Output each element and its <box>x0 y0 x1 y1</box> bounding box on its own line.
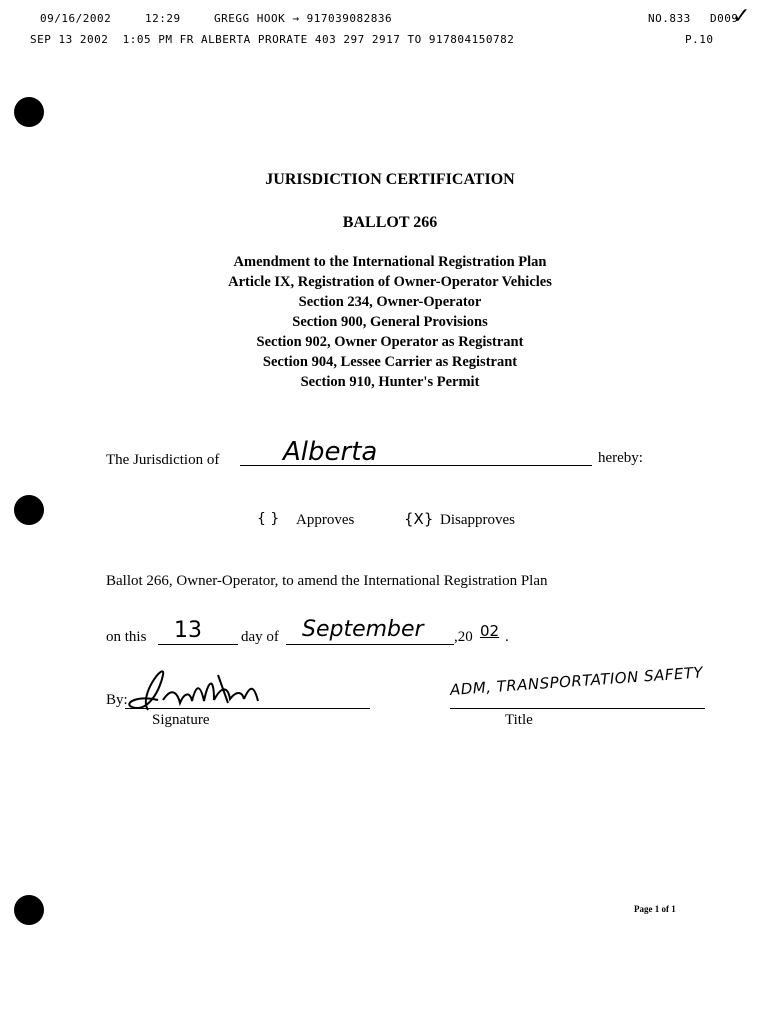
month-handwritten: September <box>302 617 424 642</box>
jurisdiction-handwritten: Alberta <box>283 437 378 467</box>
year-handwritten: 02 <box>480 622 500 640</box>
page-footer: Page 1 of 1 <box>634 904 676 914</box>
ballot-number: BALLOT 266 <box>342 214 438 231</box>
fax-transmission-info: SEP 13 2002 1:05 PM FR ALBERTA PRORATE 403 297 2917 TO 917804150782 <box>30 33 515 46</box>
title-handwritten: ADM, TRANSPORTATION SAFETY <box>449 663 704 699</box>
year-prefix: ,20 <box>454 629 473 645</box>
fax-time: 12:29 <box>145 12 181 25</box>
ballot-statement: Ballot 266, Owner-Operator, to amend the International Registration Plan <box>106 573 548 589</box>
signature-blank <box>125 708 370 709</box>
day-blank <box>158 644 238 645</box>
punch-hole-middle <box>14 495 44 525</box>
fax-sender: GREGG HOOK → 917039082836 <box>214 12 393 25</box>
checkmark-icon: ✓ <box>732 4 751 29</box>
approves-checkbox: { } <box>257 511 280 527</box>
signature-label: Signature <box>152 712 210 728</box>
title-label: Title <box>505 712 533 728</box>
subtitle-line: Amendment to the International Registration Plan <box>233 254 547 270</box>
jurisdiction-suffix: hereby: <box>598 450 643 466</box>
subtitle-line: Section 910, Hunter's Permit <box>300 374 480 390</box>
fax-date: 09/16/2002 <box>40 12 112 25</box>
document-title: JURISDICTION CERTIFICATION <box>265 171 515 188</box>
disapproves-label: Disapproves <box>440 512 515 528</box>
fax-page-code: D009 <box>710 12 739 25</box>
month-blank <box>286 644 454 645</box>
subtitle-line: Section 902, Owner Operator as Registrant <box>256 334 524 350</box>
fax-page-number: P.10 <box>685 33 714 46</box>
date-middle: day of <box>241 629 279 645</box>
subtitle-line: Section 904, Lessee Carrier as Registrant <box>262 354 518 370</box>
disapproves-checkbox: {X} <box>404 510 434 528</box>
date-end: . <box>505 629 509 645</box>
punch-hole-top <box>14 97 44 127</box>
by-label: By: <box>106 692 128 708</box>
fax-header-line-2 <box>0 33 770 72</box>
subtitle-line: Article IX, Registration of Owner-Operator Vehicles <box>228 274 552 290</box>
jurisdiction-prefix: The Jurisdiction of <box>106 452 220 468</box>
punch-hole-bottom <box>14 895 44 925</box>
date-prefix: on this <box>106 629 147 645</box>
title-blank <box>450 708 705 709</box>
subtitle-line: Section 900, General Provisions <box>292 314 488 330</box>
day-handwritten: 13 <box>174 618 202 643</box>
subtitle-line: Section 234, Owner-Operator <box>298 294 482 310</box>
approves-label: Approves <box>296 512 355 528</box>
fax-number: NO.833 <box>648 12 691 25</box>
